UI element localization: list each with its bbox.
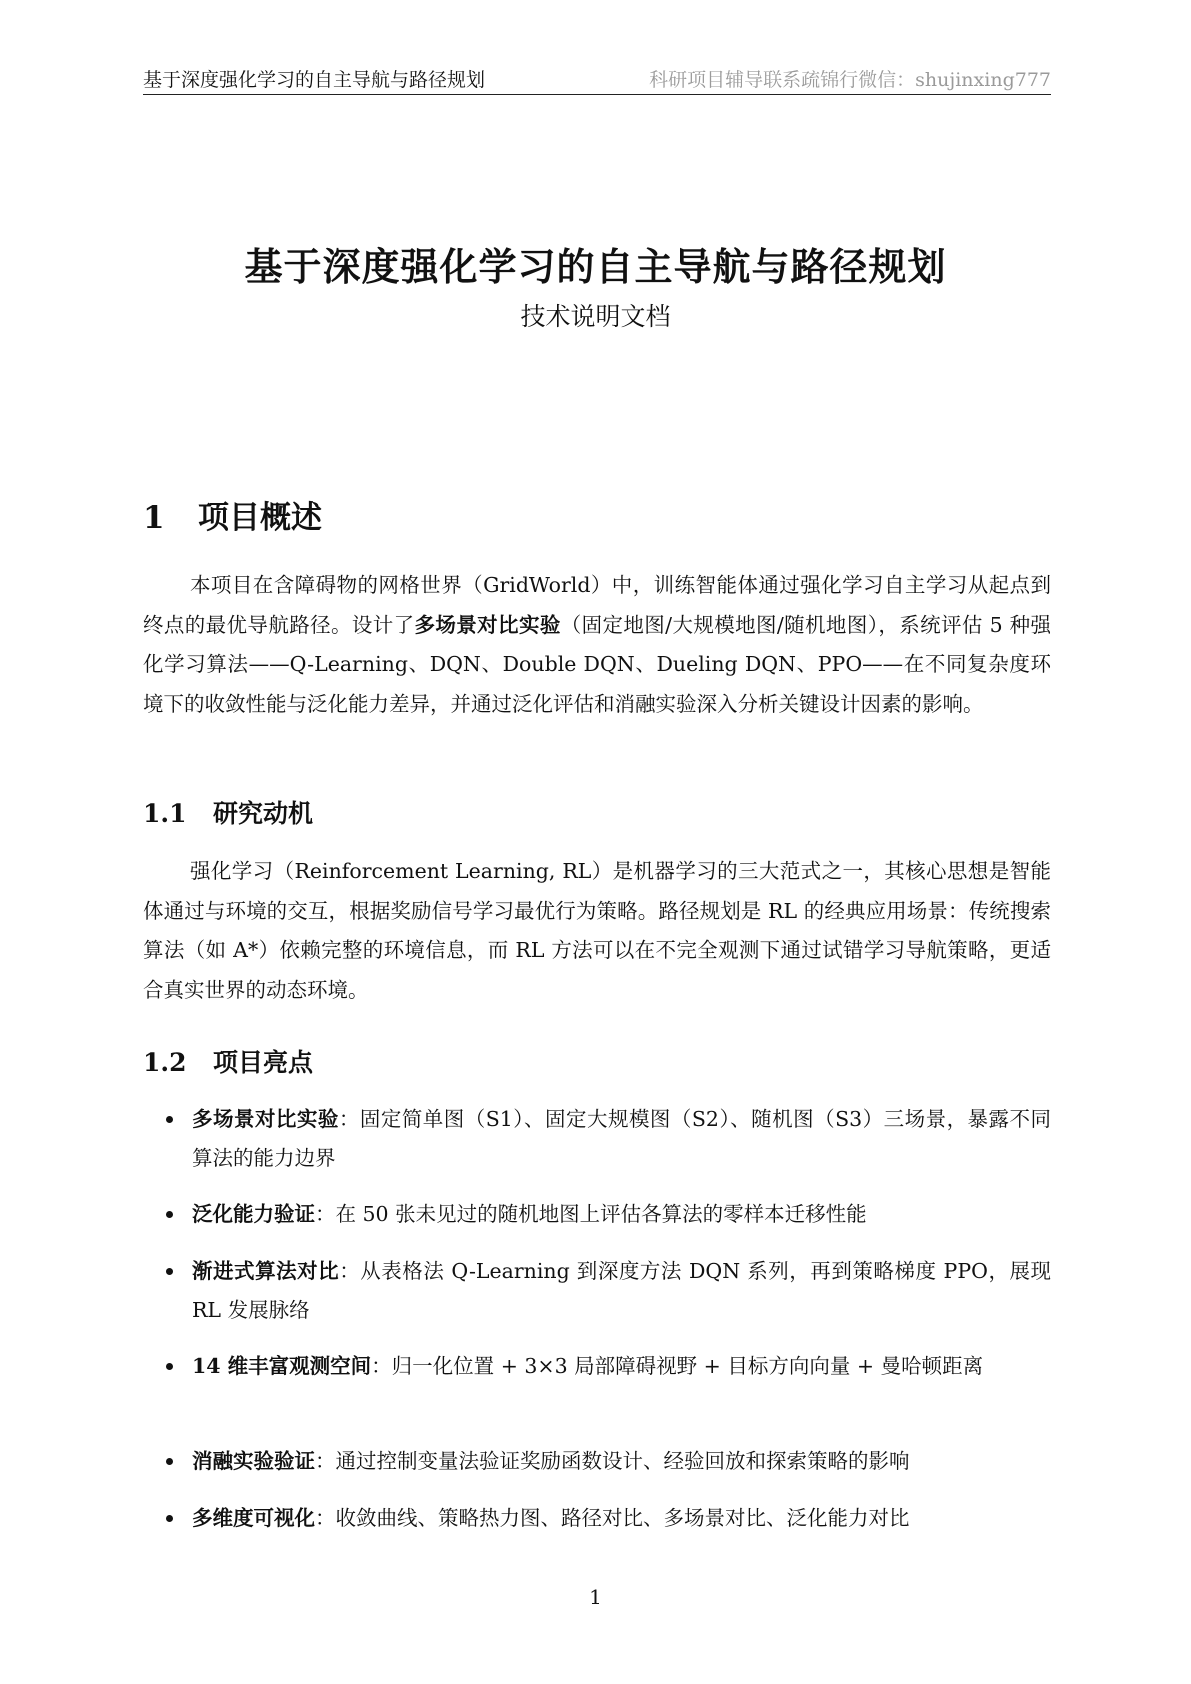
bullet-dot-icon [166, 1211, 173, 1218]
list-item-text: ：固定简单图（S1）、固定大规模图（S2）、随机图（S3）三场景，暴露不同算法的能力边界 [192, 1107, 1052, 1170]
document-subtitle: 技术说明文档 [520, 302, 671, 331]
list-item-label: 消融实验验证 [192, 1449, 315, 1473]
list-item [143, 1252, 1051, 1330]
subsection-title: 项目亮点 [213, 1048, 314, 1077]
list-item-text: ：在 50 张未见过的随机地图上评估各算法的零样本迁移性能 [315, 1202, 867, 1226]
bullet-dot-icon [166, 1363, 173, 1370]
list-item-text: ：归一化位置 + 3×3 局部障碍视野 + 目标方向向量 + 曼哈顿距离 [371, 1354, 984, 1378]
list-item [143, 1100, 1051, 1178]
overview-text-after: （固定地图/大规模地图/随机地图），系统评估 5 种强化学习算法——Q-Learning、DQN、Double DQN、Dueling DQN、PPO——在不同复杂度环境下的收敛性能与泛化能力差异，并通过泛化评估和消融实验深入分析关键设计因素的影响。 [143, 612, 1052, 716]
list-item-label: 泛化能力验证 [192, 1202, 315, 1226]
list-item-text: ：从表格法 Q-Learning 到深度方法 DQN 系列，再到策略梯度 PPO，展现 RL 发展脉络 [192, 1259, 1052, 1322]
list-item-text: ：通过控制变量法验证奖励函数设计、经验回放和探索策略的影响 [315, 1449, 910, 1473]
section-heading-overview [143, 498, 322, 538]
list-item-text: ：收敛曲线、策略热力图、路径对比、多场景对比、泛化能力对比 [315, 1506, 910, 1530]
document-title: 基于深度强化学习的自主导航与路径规划 [244, 244, 947, 289]
list-item [143, 1499, 1051, 1538]
header-contact: 科研项目辅导联系疏锦行微信：shujinxing777 [649, 69, 1051, 91]
list-item [143, 1442, 1051, 1481]
list-item-label: 14 维丰富观测空间 [192, 1354, 372, 1378]
bullet-dot-icon [166, 1268, 173, 1275]
motivation-paragraph: 强化学习（Reinforcement Learning, RL）是机器学习的三大范式之一，其核心思想是智能体通过与环境的交互，根据奖励信号学习最优行为策略。路径规划是 RL 的经典应用场景：传统搜索算法（如 A*）依赖完整的环境信息，而 RL 方法可以在不完全观测下通过试错学习导航策略，更适合真实世界的动态环境。 [143, 859, 1051, 1002]
list-item-label: 渐进式算法对比 [192, 1259, 340, 1283]
header-title: 基于深度强化学习的自主导航与路径规划 [143, 69, 486, 91]
list-item [143, 1347, 1051, 1386]
page-header [143, 66, 1051, 95]
subsection-number: 1.1 [143, 799, 187, 828]
subsection-number: 1.2 [143, 1048, 187, 1077]
list-item [143, 1195, 1051, 1234]
list-item-label: 多维度可视化 [192, 1506, 315, 1530]
section-number: 1 [143, 500, 165, 536]
bullet-dot-icon [166, 1116, 173, 1123]
page-number: 1 [589, 1585, 602, 1609]
overview-text-before: 本项目在含障碍物的网格世界（GridWorld）中，训练智能体通过强化学习自主学习从起点到终点的最优导航路径。设计了 [143, 573, 1051, 637]
bullet-dot-icon [166, 1515, 173, 1522]
overview-paragraph [143, 566, 1051, 724]
subsection-heading-highlights [143, 1046, 313, 1080]
subsection-title: 研究动机 [213, 799, 314, 828]
overview-text-bold: 多场景对比实验 [414, 612, 561, 637]
subsection-heading-motivation [143, 797, 313, 831]
bullet-dot-icon [166, 1458, 173, 1465]
section-title: 项目概述 [198, 500, 322, 536]
list-item-label: 多场景对比实验 [192, 1107, 339, 1131]
